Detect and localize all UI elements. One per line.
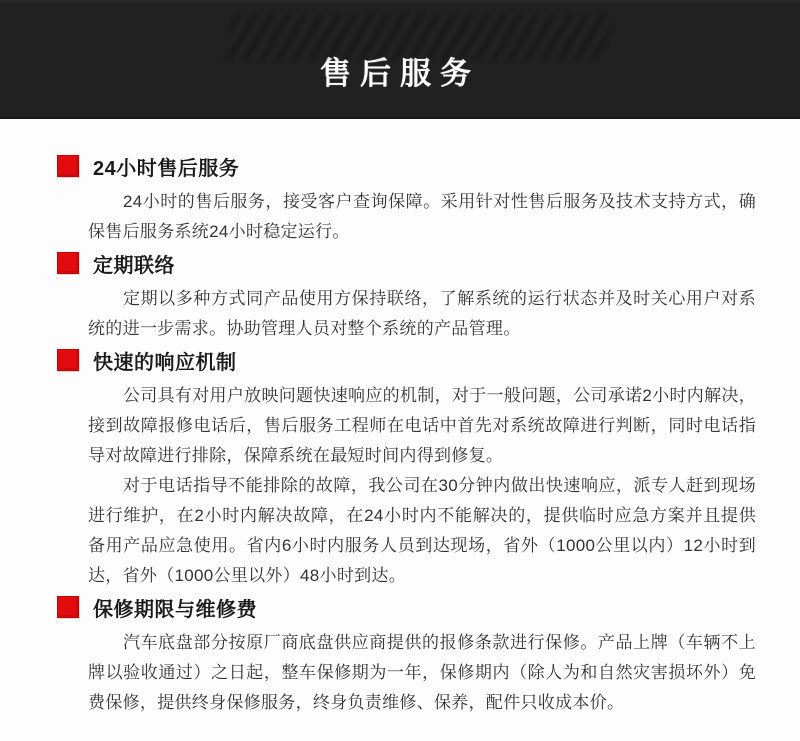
section-heading: 保修期限与维修费 <box>93 598 257 621</box>
section-paragraph: 定期以多种方式同产品使用方保持联络，了解系统的运行状态并及时关心用户对系统的进一步需求。协助管理人员对整个系统的产品管理。 <box>88 289 756 338</box>
service-section <box>88 251 756 344</box>
section-heading-row <box>57 595 756 619</box>
content <box>0 119 800 718</box>
red-square-bullet-icon <box>57 252 79 274</box>
page-title: 售后服务 <box>320 56 480 91</box>
red-square-bullet-icon <box>57 596 79 618</box>
section-heading: 定期联络 <box>93 254 175 277</box>
section-heading-row <box>57 154 756 178</box>
section-heading: 快速的响应机制 <box>93 351 237 374</box>
service-section <box>88 348 756 591</box>
section-paragraph: 汽车底盘部分按原厂商底盘供应商提供的报修条款进行保修。产品上牌（车辆不上牌以验收通过）之日起，整车保修期为一年，保修期内（除人为和自然灾害损坏外）免费保修，提供终身保修服务，终身负责维修、保养，配件只收成本价。 <box>88 633 756 712</box>
section-heading: 24小时售后服务 <box>93 157 240 180</box>
header-banner <box>0 0 800 119</box>
section-paragraph: 公司具有对用户放映问题快速响应的机制，对于一般问题，公司承诺2小时内解决，接到故障报修电话后，售后服务工程师在电话中首先对系统故障进行判断，同时电话指导对故障进行排除，保障系统在最短时间内得到修复。 <box>88 386 756 465</box>
watermark-smudge <box>221 14 616 60</box>
service-section <box>88 154 756 247</box>
section-heading-row <box>57 348 756 372</box>
service-section <box>88 595 756 718</box>
red-square-bullet-icon <box>57 349 79 371</box>
section-paragraph: 对于电话指导不能排除的故障，我公司在30分钟内做出快速响应，派专人赶到现场进行维护，在2小时内解决故障，在24小时内不能解决的，提供临时应急方案并且提供备用产品应急使用。省内6小时内服务人员到达现场，省外（1000公里以内）12小时到达，省外（1000公里以外）48小时到达。 <box>88 476 756 585</box>
red-square-bullet-icon <box>57 155 79 177</box>
section-heading-row <box>57 251 756 275</box>
section-paragraph: 24小时的售后服务，接受客户查询保障。采用针对性售后服务及技术支持方式，确保售后服务系统24小时稳定运行。 <box>88 192 756 241</box>
